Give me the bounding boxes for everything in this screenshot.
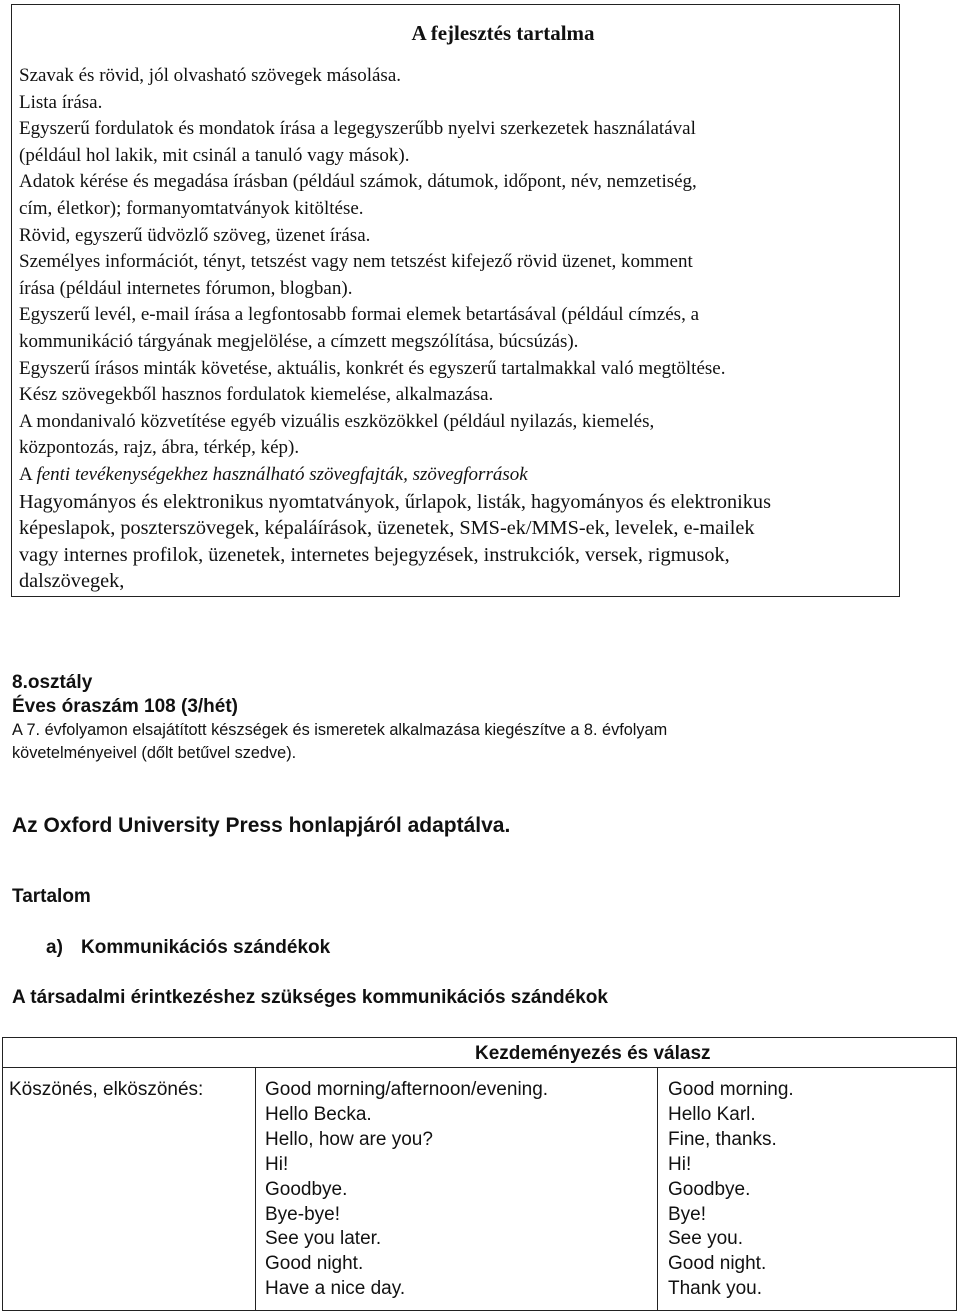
- content-line: Szavak és rövid, jól olvasható szövegek másolása.: [19, 65, 402, 86]
- response-column: [668, 1078, 794, 1302]
- intro-line: követelményeivel (dőlt betűvel szedve).: [12, 744, 297, 762]
- content-line: (például hol lakik, mit csinál a tanuló vagy mások).: [19, 144, 410, 166]
- intro-line: A 7. évfolyamon elsajátított készségek és ismeretek alkalmazása kiegészítve a 8. évfolyam: [12, 721, 668, 739]
- initiation-column: [265, 1078, 548, 1302]
- response-phrase: Fine, thanks.: [668, 1128, 777, 1150]
- content-line: Egyszerű levél, e-mail írása a legfontosabb formai elemek betartásával (például címzés, a: [19, 304, 700, 326]
- column-divider: [657, 1068, 658, 1310]
- content-line: Egyszerű írásos minták követése, aktuális, konkrét és egyszerű tartalmakkal való megtöltése.: [19, 357, 726, 379]
- contents-heading: Tartalom: [12, 886, 91, 907]
- content-line: Lista írása.: [19, 91, 103, 113]
- content-line: cím, életkor); formanyomtatványok kitöltése.: [19, 197, 364, 219]
- text-types-subheading: [19, 462, 894, 489]
- content-line: központozás, rajz, ábra, térkép, kép).: [19, 437, 300, 459]
- content-line: Kész szövegekből hasznos fordulatok kiemelése, alkalmazása.: [19, 384, 494, 406]
- text-types-line: Hagyományos és elektronikus nyomtatványok, űrlapok, listák, hagyományos és elektronikus: [19, 490, 771, 513]
- subheading-italic: fenti tevékenységekhez használható szövegfajták, szövegforrások: [36, 463, 528, 485]
- initiation-phrase: Hi!: [265, 1153, 289, 1175]
- text-types-line: dalszövegek,: [19, 570, 125, 593]
- section-a-heading: [46, 936, 330, 960]
- response-phrase: See you.: [668, 1228, 743, 1250]
- table-header-row: [3, 1038, 956, 1068]
- response-phrase: Good morning.: [668, 1079, 794, 1100]
- greetings-table: [2, 1037, 957, 1311]
- response-phrase: Bye!: [668, 1203, 707, 1225]
- text-types-line: képeslapok, poszterszövegek, képaláírások, üzenetek, SMS-ek/MMS-ek, levelek, e-mailek: [19, 517, 755, 540]
- social-intentions-heading: A társadalmi érintkezéshez szükséges kommunikációs szándékok: [12, 987, 608, 1008]
- content-box: [11, 4, 900, 597]
- intro-paragraph: [12, 719, 667, 765]
- subheading-prefix: A: [19, 463, 37, 485]
- source-note: Az Oxford University Press honlapjáról adaptálva.: [12, 814, 511, 837]
- annual-hours: Éves óraszám 108 (3/hét): [12, 696, 239, 717]
- grade-heading: 8.osztály: [12, 672, 93, 693]
- response-phrase: Good night.: [668, 1253, 767, 1275]
- content-line: írása (például internetes fórumon, blogban).: [19, 277, 353, 299]
- section-marker: a): [46, 937, 63, 958]
- row-label: Köszönés, elköszönés:: [9, 1079, 204, 1100]
- content-line: Adatok kérése és megadása írásban (például számok, dátumok, időpont, név, nemzetiség,: [19, 171, 697, 193]
- initiation-phrase: Goodbye.: [265, 1178, 348, 1200]
- response-phrase: Hi!: [668, 1153, 692, 1175]
- initiation-phrase: Hello, how are you?: [265, 1128, 433, 1150]
- content-line: Egyszerű fordulatok és mondatok írása a legegyszerűbb nyelvi szerkezetek használatával: [19, 118, 696, 140]
- response-phrase: Hello Karl.: [668, 1103, 756, 1125]
- content-line: Rövid, egyszerű üdvözlő szöveg, üzenet írása.: [19, 224, 371, 246]
- row-label-column: [9, 1078, 203, 1103]
- text-types-line: vagy internes profilok, üzenetek, internetes bejegyzések, instrukciók, versek, rigmusok,: [19, 543, 730, 566]
- initiation-phrase: Hello Becka.: [265, 1103, 372, 1125]
- content-box-text: [19, 63, 894, 595]
- initiation-phrase: Bye-bye!: [265, 1203, 340, 1225]
- response-phrase: Thank you.: [668, 1278, 762, 1300]
- content-box-title: A fejlesztés tartalma: [411, 21, 595, 45]
- column-divider: [255, 1068, 256, 1310]
- initiation-phrase: Have a nice day.: [265, 1278, 406, 1300]
- content-line: kommunikáció tárgyának megjelölése, a címzett megszólítása, búcsúzás).: [19, 330, 579, 352]
- initiation-phrase: Good morning/afternoon/evening.: [265, 1079, 549, 1100]
- initiation-phrase: Good night.: [265, 1253, 364, 1275]
- content-line: Személyes információt, tényt, tetszést vagy nem tetszést kifejező rövid üzenet, komment: [19, 251, 693, 273]
- response-phrase: Goodbye.: [668, 1178, 751, 1200]
- content-line: A mondanivaló közvetítése egyéb vizuális eszközökkel (például nyilazás, kiemelés,: [19, 410, 655, 432]
- table-header: Kezdeményezés és válasz: [475, 1043, 711, 1064]
- section-title: Kommunikációs szándékok: [81, 937, 331, 958]
- initiation-phrase: See you later.: [265, 1228, 382, 1250]
